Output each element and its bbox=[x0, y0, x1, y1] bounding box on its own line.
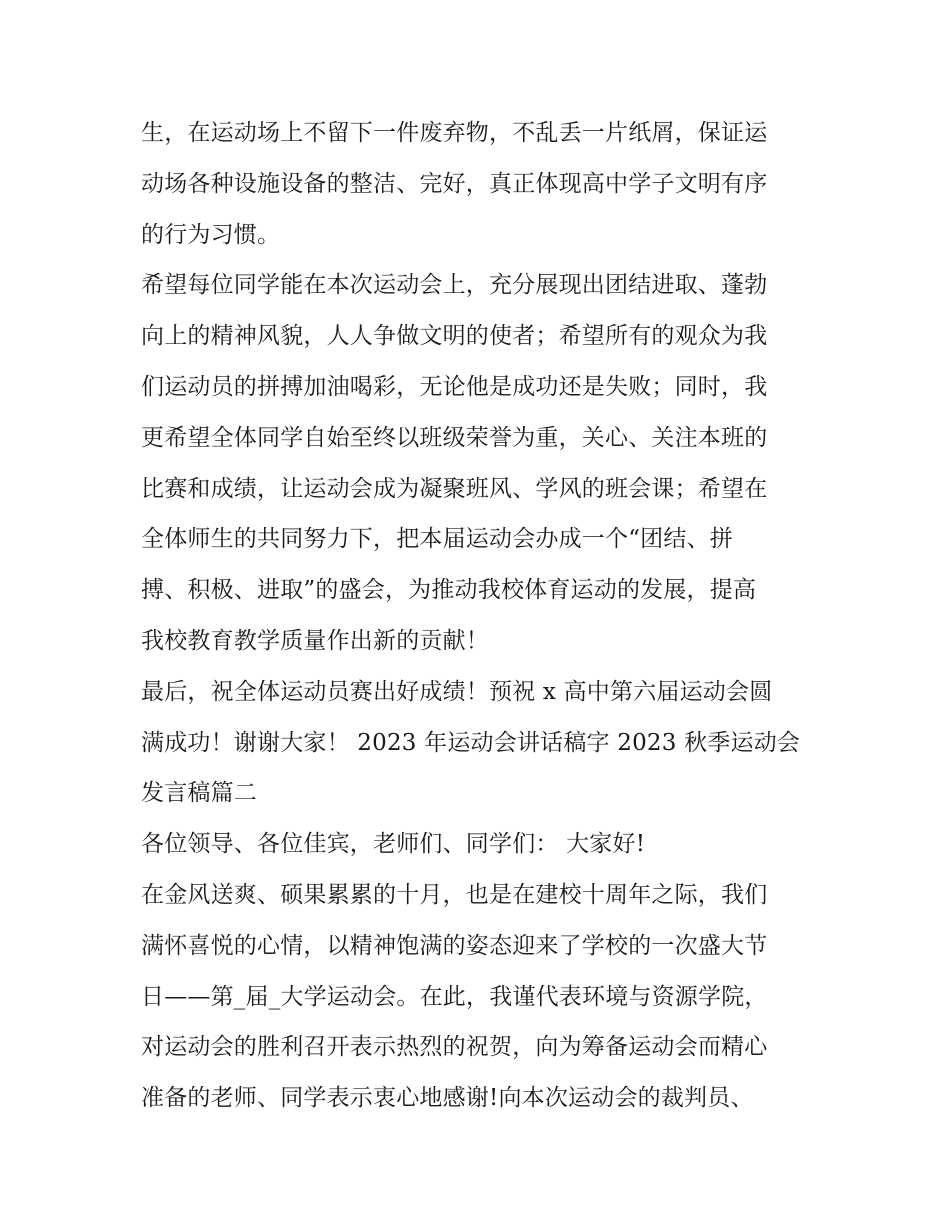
text-line: 搏、积极、进取”的盛会，为推动我校体育运动的发展，提高 bbox=[141, 577, 757, 604]
text-line: 发言稿篇二 bbox=[141, 780, 257, 807]
text-line: 希望每位同学能在本次运动会上，充分展现出团结进取、蓬勃 bbox=[141, 272, 768, 299]
text-line: 最后，祝全体运动员赛出好成绩！预祝 x 高中第六届运动会圆 bbox=[141, 678, 773, 705]
text-line: 日——第_届_大学运动会。在此，我谨代表环境与资源学院， bbox=[141, 983, 768, 1010]
text-line: 在金风送爽、硕果累累的十月，也是在建校十周年之际，我们 bbox=[141, 881, 768, 908]
text-line: 生，在运动场上不留下一件废弃物，不乱丢一片纸屑，保证运 bbox=[141, 120, 768, 146]
text-line: 全体师生的共同努力下，把本届运动会办成一个“团结、拼 bbox=[141, 526, 733, 553]
text-line: 对运动会的胜利召开表示热烈的祝贺，向为筹备运动会而精心 bbox=[141, 1034, 768, 1061]
text-line: 比赛和成绩，让运动会成为凝聚班风、学风的班会课；希望在 bbox=[141, 475, 768, 502]
text-line: 我校教育教学质量作出新的贡献！ bbox=[141, 627, 489, 654]
text-line: 各位领导、各位佳宾，老师们、同学们： 大家好! bbox=[141, 831, 646, 858]
text-line: 满成功！谢谢大家！ 2023 年运动会讲话稿字 2023 秋季运动会 bbox=[141, 729, 801, 756]
text-line: 准备的老师、同学表示衷心地感谢!向本次运动会的裁判员、 bbox=[141, 1085, 754, 1112]
text-line: 的行为习惯。 bbox=[141, 221, 281, 248]
document-body bbox=[141, 108, 813, 1124]
text-line: 向上的精神风貌，人人争做文明的使者；希望所有的观众为我 bbox=[141, 323, 768, 350]
text-line: 更希望全体同学自始至终以班级荣誉为重，关心、关注本班的 bbox=[141, 424, 768, 451]
text-line: 动场各种设施设备的整洁、完好，真正体现高中学子文明有序 bbox=[141, 170, 768, 197]
text-line: 们运动员的拼搏加油喝彩，无论他是成功还是失败；同时，我 bbox=[141, 373, 768, 400]
text-line: 满怀喜悦的心情，以精神饱满的姿态迎来了学校的一次盛大节 bbox=[141, 932, 768, 959]
